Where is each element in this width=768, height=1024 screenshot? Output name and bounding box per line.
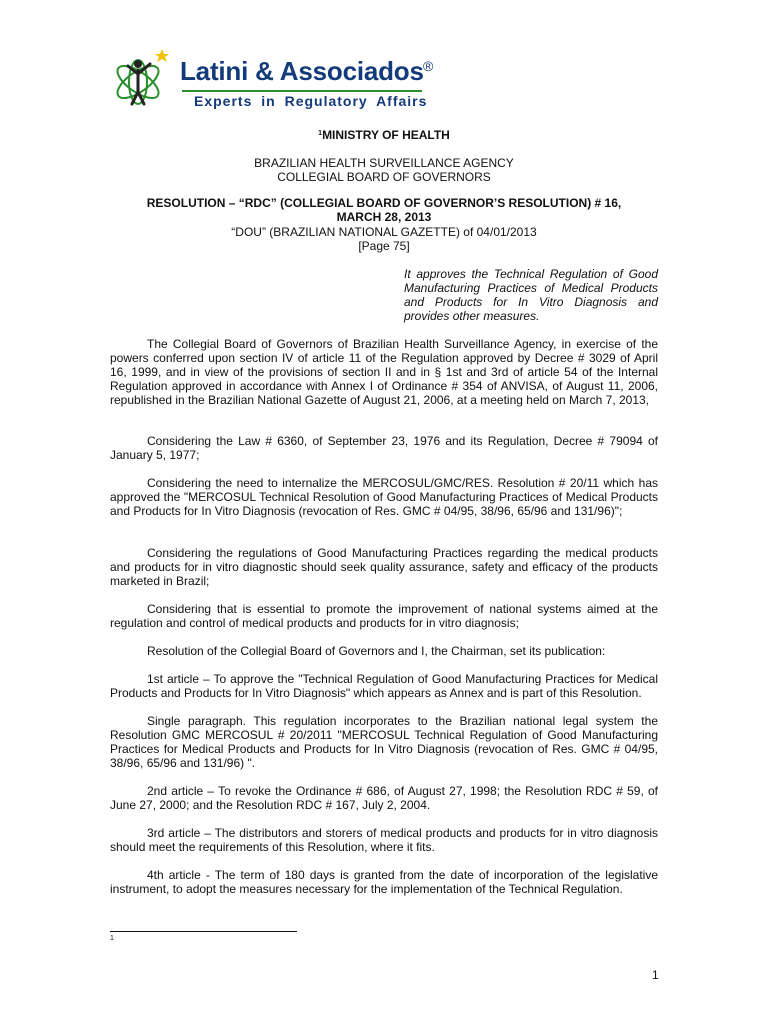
footnote-separator [110,931,297,932]
footnote-number: 1 [110,935,114,942]
board-name: COLLEGIAL BOARD OF GOVERNORS [277,170,491,184]
resolution-summary: It approves the Technical Regulation of Good Manufacturing Practices of Medical Products and Products for In Vitro Diagnosis and provides other measures. [404,267,658,323]
considering-improvement-paragraph: Considering that is essential to promote the improvement of national systems aimed at the regulation and control of medical products and products for in vitro diagnosis; [110,602,658,630]
gazette-reference: “DOU” (BRAZILIAN NATIONAL GAZETTE) of 04/01/2013 [231,225,537,239]
logo-divider [182,90,422,92]
single-paragraph: Single paragraph. This regulation incorporates to the Brazilian national legal system the Resolution GMC MERCOSUL # 20/2011 "MERCOSUL Technical Regulation of Good Manufacturing Practices for Medical Products and Products for In Vitro Diagnosis (revocation of Res. GMC # 04/95, 38/96, 65/96 and 131/96) ". [110,714,658,770]
logo-registered-mark: ® [423,58,434,74]
preamble-paragraph: The Collegial Board of Governors of Brazilian Health Surveillance Agency, in exercise of the powers conferred upon section IV of article 11 of the Regulation approved by Decree # 3029 of April 16, 1999, and in view of the provisions of section II and in § 1st and 3rd of article 54 of the Internal Regulation approved in accordance with Annex I of Ordinance # 354 of ANVISA, of August 11, 2006, republished in the Brazilian National Gazette of August 21, 2006, at a meeting held on March 7, 2013, [110,337,658,407]
agency-name: BRAZILIAN HEALTH SURVEILLANCE AGENCY [254,156,514,170]
resolution-title-line1: RESOLUTION – “RDC” (COLLEGIAL BOARD OF GOVERNOR’S RESOLUTION) # 16, [146,196,622,210]
article-1-paragraph: 1st article – To approve the "Technical Regulation of Good Manufacturing Practices for Medical Products and Products for In Vitro Diagnosis" which appears as Annex and is part of this Resolution. [110,672,658,700]
article-4-paragraph: 4th article - The term of 180 days is granted from the date of incorporation of the legislative instrument, to adopt the measures necessary for the implementation of the Technical Regulation. [110,868,658,896]
article-3-paragraph: 3rd article – The distributors and storers of medical products and products for in vitro diagnosis should meet the requirements of this Resolution, where it fits. [110,826,658,854]
resolution-title-line2: MARCH 28, 2013 [336,210,432,224]
logo-emblem-icon [110,46,176,112]
article-2-paragraph: 2nd article – To revoke the Ordinance # 686, of August 27, 1998; the Resolution RDC # 59, of June 27, 2000; and the Resolution RDC # 167, July 2, 2004. [110,784,658,812]
considering-mercosul-paragraph: Considering the need to internalize the MERCOSUL/GMC/RES. Resolution # 20/11 which has approved the "MERCOSUL Technical Resolution of Good Manufacturing Practices of Medical Products and Products for In Vitro Diagnosis (revocation of Res. GMC # 04/95, 38/96, 65/96 and 131/96)"; [110,476,658,518]
ministry-title: MINISTRY OF HEALTH [322,128,450,142]
publication-paragraph: Resolution of the Collegial Board of Governors and I, the Chairman, set its publication: [147,644,606,658]
logo-company-name: Latini & Associados [180,56,424,86]
ministry-heading [110,127,658,142]
footnote-marker: 1 [318,130,323,137]
considering-gmp-paragraph: Considering the regulations of Good Manufacturing Practices regarding the medical products and products for in vitro diagnostic should seek quality assurance, safety and efficacy of the products marketed in Brazil; [110,546,658,588]
page-number: 1 [652,968,659,982]
considering-law-paragraph: Considering the Law # 6360, of September 23, 1976 and its Regulation, Decree # 79094 of January 5, 1977; [110,434,658,462]
company-logo [110,46,450,116]
logo-tagline: Experts in Regulatory Affairs [194,93,428,109]
page-reference: [Page 75] [358,239,410,253]
